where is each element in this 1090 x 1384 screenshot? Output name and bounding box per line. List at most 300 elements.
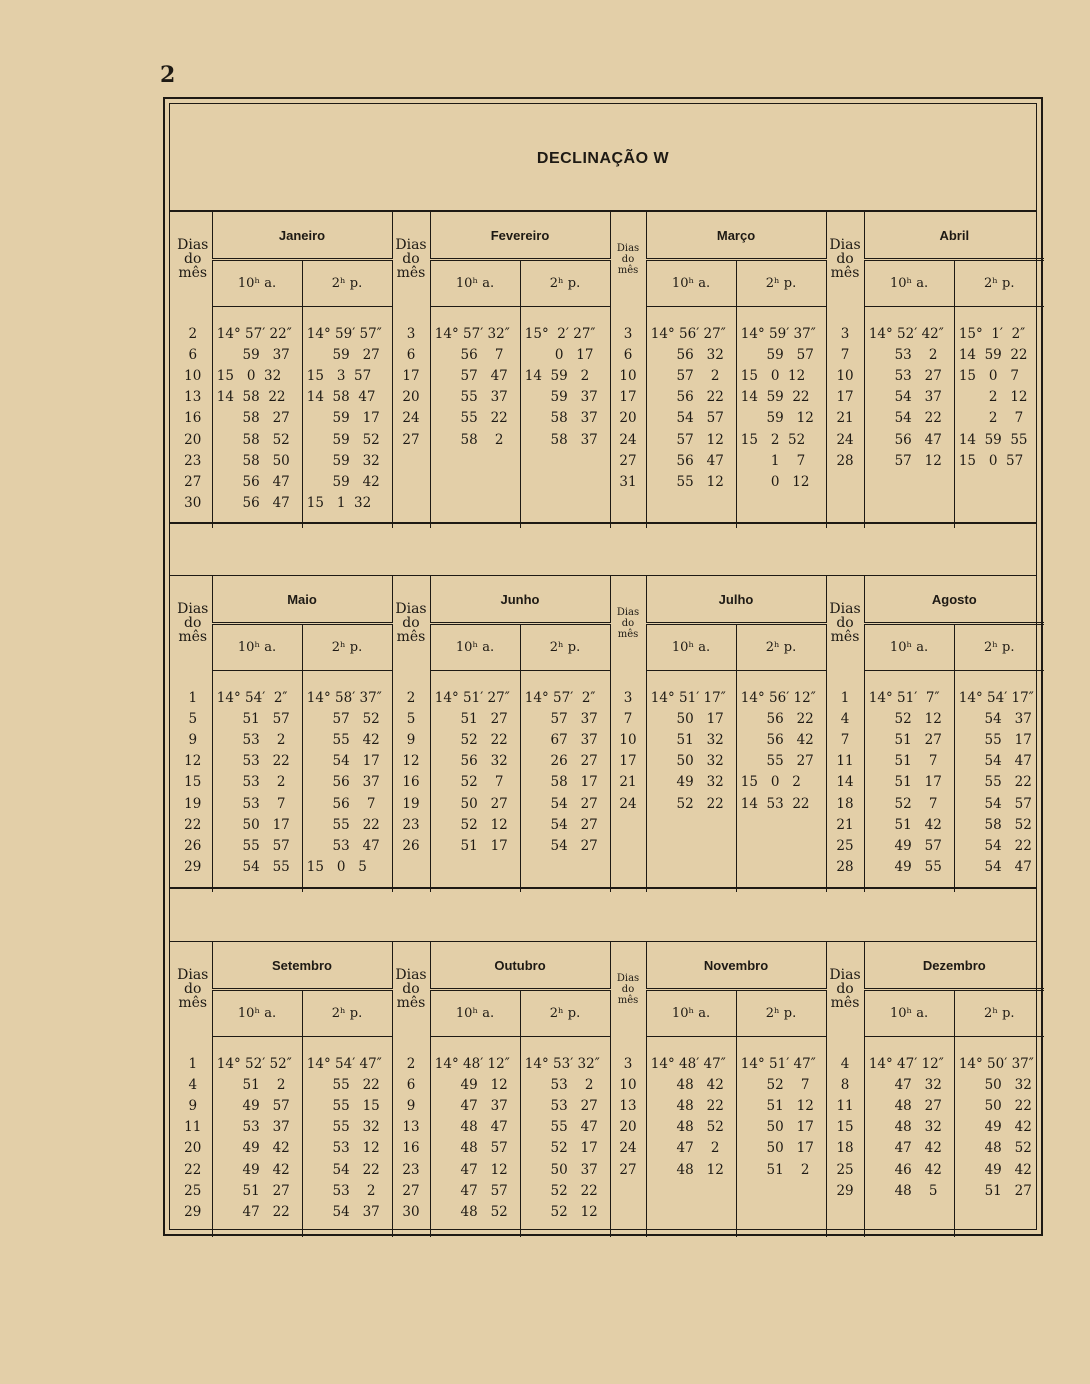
day-cell: 21	[826, 814, 864, 835]
pm-value: 59 17	[302, 410, 380, 427]
table-row	[174, 450, 1044, 471]
am-value: 52 12	[864, 708, 954, 729]
pm-value: 59 42	[302, 473, 380, 490]
day-cell: 17	[610, 387, 646, 408]
quarter-block-3	[174, 942, 1044, 1237]
am-value	[646, 857, 736, 878]
am-value: 56 47	[212, 493, 302, 514]
pm-value: 2 7	[954, 410, 1024, 427]
month-header: Dezembro	[864, 942, 1044, 990]
day-cell: 24	[826, 429, 864, 450]
pm-value: 54 47	[954, 753, 1032, 770]
am-header: 10ʰ a.	[430, 990, 520, 1037]
am-value: 54 55	[212, 857, 302, 878]
page-number: 2	[160, 62, 176, 88]
pm-value: 15 0 12	[736, 367, 806, 384]
day-cell	[610, 814, 646, 835]
am-value: 58 52	[212, 429, 302, 450]
pm-value: 26 27	[520, 753, 598, 770]
day-cell: 6	[392, 344, 430, 365]
subheader-row	[174, 624, 1044, 671]
pm-value: 0 12	[736, 473, 810, 490]
pm-value: 54 37	[302, 1203, 380, 1220]
pm-value: 15 0 5	[302, 859, 367, 876]
pm-value: 14° 54′ 47″	[302, 1055, 382, 1072]
pm-value: 14° 58′ 37″	[302, 689, 382, 706]
pm-value: 0 17	[520, 346, 594, 363]
pm-value: 55 15	[302, 1097, 380, 1114]
pm-value: 54 27	[520, 837, 598, 854]
pm-value: 55 42	[302, 731, 380, 748]
pm-value: 54 27	[520, 795, 598, 812]
am-value: 57 47	[430, 365, 520, 386]
am-value	[864, 471, 954, 492]
pm-value: 14 59 22	[954, 346, 1028, 363]
month-header: Maio	[212, 576, 392, 624]
header-row	[174, 212, 1044, 260]
pm-value: 51 12	[736, 1097, 814, 1114]
am-header: 10ʰ a.	[646, 990, 736, 1037]
am-header: 10ʰ a.	[864, 624, 954, 671]
pm-value: 59 37	[520, 389, 598, 406]
pm-value: 54 22	[954, 837, 1032, 854]
am-value: 56 22	[646, 387, 736, 408]
am-value: 52 12	[430, 814, 520, 835]
pm-value: 54 22	[302, 1161, 380, 1178]
day-cell: 16	[392, 772, 430, 793]
day-cell: 3	[610, 687, 646, 708]
month-header: Junho	[430, 576, 610, 624]
pm-value: 58 17	[520, 774, 598, 791]
am-value	[430, 493, 520, 514]
pm-value: 15 0 57	[954, 452, 1024, 469]
table-row	[174, 708, 1044, 729]
day-cell: 20	[610, 408, 646, 429]
pm-header: 2ʰ p.	[302, 260, 392, 307]
table-frame	[163, 97, 1043, 1236]
day-cell: 24	[610, 1138, 646, 1159]
day-cell: 20	[392, 387, 430, 408]
am-value: 55 12	[646, 471, 736, 492]
days-header: Dias do mês	[392, 942, 430, 1037]
am-value	[646, 835, 736, 856]
day-cell: 13	[174, 387, 212, 408]
am-value: 51 17	[430, 835, 520, 856]
pm-value: 15 0 7	[954, 367, 1019, 384]
day-cell: 2	[174, 323, 212, 344]
day-cell: 27	[174, 471, 212, 492]
day-cell	[392, 493, 430, 514]
table-row	[174, 1138, 1044, 1159]
table-row	[174, 408, 1044, 429]
day-cell: 3	[392, 323, 430, 344]
day-cell: 6	[610, 344, 646, 365]
pm-header: 2ʰ p.	[302, 624, 392, 671]
day-cell	[826, 471, 864, 492]
table-row	[174, 1159, 1044, 1180]
pm-value	[736, 493, 826, 514]
day-cell: 6	[174, 344, 212, 365]
pm-value: 55 22	[302, 816, 380, 833]
pm-value: 54 27	[520, 816, 598, 833]
pm-value: 55 47	[520, 1119, 598, 1136]
pm-value: 52 7	[736, 1076, 810, 1093]
pm-value	[520, 471, 610, 492]
am-value	[430, 471, 520, 492]
am-value: 55 57	[212, 835, 302, 856]
am-value: 53 2	[212, 729, 302, 750]
pm-value: 54 47	[954, 859, 1032, 876]
pm-value: 14° 57′ 2″	[520, 689, 596, 706]
pm-header: 2ʰ p.	[736, 624, 826, 671]
day-cell: 22	[174, 814, 212, 835]
pm-value: 53 2	[520, 1076, 594, 1093]
am-value: 57 2	[646, 365, 736, 386]
day-cell: 11	[826, 1095, 864, 1116]
pm-value: 52 12	[520, 1203, 598, 1220]
subheader-row	[174, 260, 1044, 307]
day-cell: 5	[174, 708, 212, 729]
table-title: DECLINAÇÃO W	[536, 150, 670, 167]
pm-value: 14 53 22	[736, 795, 810, 812]
spacer-row	[174, 671, 1044, 688]
day-cell: 4	[174, 1074, 212, 1095]
table-row	[174, 772, 1044, 793]
day-cell	[826, 1201, 864, 1222]
pm-value: 53 12	[302, 1140, 380, 1157]
day-cell: 27	[610, 450, 646, 471]
day-cell: 15	[826, 1117, 864, 1138]
pm-value: 50 22	[954, 1097, 1032, 1114]
am-value: 49 57	[864, 835, 954, 856]
pm-value: 14 59 2	[520, 367, 590, 384]
day-cell: 23	[392, 814, 430, 835]
am-value: 48 22	[646, 1095, 736, 1116]
pm-value: 56 37	[302, 774, 380, 791]
day-cell: 24	[610, 793, 646, 814]
declination-table	[174, 212, 1044, 528]
am-value: 55 22	[430, 408, 520, 429]
am-value: 51 7	[864, 751, 954, 772]
am-value: 49 57	[212, 1095, 302, 1116]
pm-value	[954, 493, 1044, 514]
am-value: 51 27	[212, 1180, 302, 1201]
am-value: 47 22	[212, 1201, 302, 1222]
pm-value: 56 22	[736, 710, 814, 727]
quarter-block-2	[174, 576, 1044, 892]
pm-value	[736, 814, 826, 835]
day-cell: 12	[392, 751, 430, 772]
day-cell	[610, 493, 646, 514]
pm-value	[520, 857, 610, 878]
day-cell	[610, 1201, 646, 1222]
day-cell	[826, 493, 864, 514]
day-cell: 10	[826, 365, 864, 386]
table-row	[174, 1201, 1044, 1222]
table-row	[174, 323, 1044, 344]
day-cell: 7	[610, 708, 646, 729]
pm-header: 2ʰ p.	[520, 260, 610, 307]
am-value: 53 37	[212, 1117, 302, 1138]
pm-value: 49 42	[954, 1161, 1032, 1178]
day-cell: 5	[392, 708, 430, 729]
am-value: 51 27	[430, 708, 520, 729]
day-cell: 11	[826, 751, 864, 772]
table-row	[174, 365, 1044, 386]
day-cell: 17	[392, 365, 430, 386]
day-cell: 9	[174, 1095, 212, 1116]
pm-header: 2ʰ p.	[520, 624, 610, 671]
am-value: 51 32	[646, 729, 736, 750]
am-value: 48 52	[430, 1201, 520, 1222]
am-header: 10ʰ a.	[212, 624, 302, 671]
declination-table	[174, 576, 1044, 892]
am-value: 49 42	[212, 1159, 302, 1180]
pm-value: 14 59 22	[736, 389, 810, 406]
am-value: 14° 56′ 27″	[646, 323, 736, 344]
pm-value: 55 17	[954, 731, 1032, 748]
day-cell: 3	[826, 323, 864, 344]
day-cell: 4	[826, 1053, 864, 1074]
day-cell: 9	[392, 729, 430, 750]
pm-value: 52 17	[520, 1140, 598, 1157]
day-cell: 18	[826, 793, 864, 814]
day-cell: 3	[610, 1053, 646, 1074]
am-value: 54 37	[864, 387, 954, 408]
pm-value: 15 0 2	[736, 774, 801, 791]
day-cell: 18	[826, 1138, 864, 1159]
pm-value: 50 32	[954, 1076, 1032, 1093]
day-cell: 16	[392, 1138, 430, 1159]
am-value: 53 2	[864, 344, 954, 365]
days-header: Dias do mês	[610, 942, 646, 1037]
table-row	[174, 814, 1044, 835]
am-value: 47 32	[864, 1074, 954, 1095]
pm-value: 55 32	[302, 1119, 380, 1136]
end-row	[174, 1223, 1044, 1237]
am-value: 48 12	[646, 1159, 736, 1180]
am-value: 50 32	[646, 751, 736, 772]
am-value: 50 17	[212, 814, 302, 835]
am-value: 54 57	[646, 408, 736, 429]
day-cell: 29	[174, 1201, 212, 1222]
am-value: 47 2	[646, 1138, 736, 1159]
pm-value: 2 12	[954, 389, 1028, 406]
am-value: 51 17	[864, 772, 954, 793]
am-value: 57 12	[864, 450, 954, 471]
table-row	[174, 1095, 1044, 1116]
day-cell: 22	[174, 1159, 212, 1180]
am-value: 51 42	[864, 814, 954, 835]
pm-value: 14° 59′ 37″	[736, 325, 816, 342]
am-value: 47 37	[430, 1095, 520, 1116]
am-value: 56 32	[430, 751, 520, 772]
am-value: 59 37	[212, 344, 302, 365]
day-cell	[392, 450, 430, 471]
table-frame-inner	[169, 103, 1037, 1230]
day-cell: 24	[610, 429, 646, 450]
table-row	[174, 387, 1044, 408]
pm-value: 14 59 55	[954, 431, 1028, 448]
pm-value: 50 37	[520, 1161, 598, 1178]
quarter-block-1	[174, 212, 1044, 528]
month-header: Julho	[646, 576, 826, 624]
pm-value: 50 17	[736, 1119, 814, 1136]
am-value: 49 42	[212, 1138, 302, 1159]
am-value	[864, 1201, 954, 1222]
day-cell: 10	[610, 729, 646, 750]
pm-value: 14° 53′ 32″	[520, 1055, 600, 1072]
am-value: 14° 57′ 22″	[212, 323, 302, 344]
day-cell: 23	[174, 450, 212, 471]
pm-value	[736, 1201, 826, 1222]
am-value: 14° 47′ 12″	[864, 1053, 954, 1074]
am-value: 14° 57′ 32″	[430, 323, 520, 344]
pm-value: 58 52	[954, 816, 1032, 833]
day-cell: 21	[610, 772, 646, 793]
pm-value	[954, 471, 1044, 492]
pm-header: 2ʰ p.	[954, 990, 1044, 1037]
day-cell: 28	[826, 450, 864, 471]
day-cell: 2	[392, 1053, 430, 1074]
day-cell: 14	[826, 772, 864, 793]
table-row	[174, 471, 1044, 492]
day-cell: 27	[610, 1159, 646, 1180]
days-header: Dias do mês	[174, 212, 212, 307]
am-header: 10ʰ a.	[864, 990, 954, 1037]
am-value: 48 52	[646, 1117, 736, 1138]
pm-value	[520, 493, 610, 514]
am-value: 51 57	[212, 708, 302, 729]
pm-value: 58 37	[520, 410, 598, 427]
am-header: 10ʰ a.	[864, 260, 954, 307]
pm-value: 58 37	[520, 431, 598, 448]
am-value: 56 47	[864, 429, 954, 450]
day-cell: 2	[392, 687, 430, 708]
am-value: 53 22	[212, 751, 302, 772]
table-row	[174, 687, 1044, 708]
am-header: 10ʰ a.	[430, 260, 520, 307]
am-value: 53 2	[212, 772, 302, 793]
am-value: 48 42	[646, 1074, 736, 1095]
pm-header: 2ʰ p.	[736, 990, 826, 1037]
pm-value: 51 27	[954, 1182, 1032, 1199]
pm-value: 59 12	[736, 410, 814, 427]
pm-value: 14° 56′ 12″	[736, 689, 816, 706]
day-cell	[610, 835, 646, 856]
day-cell: 13	[392, 1117, 430, 1138]
day-cell: 1	[826, 687, 864, 708]
day-cell: 26	[392, 835, 430, 856]
pm-value: 14° 54′ 17″	[954, 689, 1034, 706]
day-cell	[610, 1180, 646, 1201]
days-header: Dias do mês	[392, 212, 430, 307]
month-header: Outubro	[430, 942, 610, 990]
am-header: 10ʰ a.	[646, 624, 736, 671]
am-value: 47 12	[430, 1159, 520, 1180]
day-cell: 12	[174, 751, 212, 772]
pm-value	[954, 1201, 1044, 1222]
header-row	[174, 942, 1044, 990]
day-cell: 11	[174, 1117, 212, 1138]
day-cell: 17	[610, 751, 646, 772]
am-value	[430, 450, 520, 471]
pm-value: 55 27	[736, 753, 814, 770]
am-value: 14° 52′ 42″	[864, 323, 954, 344]
pm-value: 52 22	[520, 1182, 598, 1199]
am-value: 54 22	[864, 408, 954, 429]
day-cell: 25	[826, 835, 864, 856]
table-row	[174, 344, 1044, 365]
pm-value: 14° 59′ 57″	[302, 325, 382, 342]
am-value: 47 57	[430, 1180, 520, 1201]
pm-value: 50 17	[736, 1140, 814, 1157]
day-cell: 31	[610, 471, 646, 492]
days-header: Dias do mês	[826, 212, 864, 307]
day-cell: 16	[174, 408, 212, 429]
am-header: 10ʰ a.	[212, 260, 302, 307]
am-value: 58 50	[212, 450, 302, 471]
am-value: 14 58 22	[212, 387, 302, 408]
day-cell: 27	[392, 429, 430, 450]
table-row	[174, 793, 1044, 814]
pm-value: 51 2	[736, 1161, 810, 1178]
pm-value: 56 7	[302, 795, 376, 812]
pm-header: 2ʰ p.	[302, 990, 392, 1037]
am-value: 53 27	[864, 365, 954, 386]
pm-value: 59 27	[302, 346, 380, 363]
am-value: 48 27	[864, 1095, 954, 1116]
am-value: 51 27	[864, 729, 954, 750]
day-cell: 29	[174, 857, 212, 878]
pm-value: 1 7	[736, 452, 806, 469]
pm-value: 15 2 52	[736, 431, 806, 448]
am-value: 58 27	[212, 408, 302, 429]
days-header: Dias do mês	[610, 212, 646, 307]
am-value: 48 57	[430, 1138, 520, 1159]
pm-value: 14° 50′ 37″	[954, 1055, 1034, 1072]
am-header: 10ʰ a.	[646, 260, 736, 307]
am-value: 48 47	[430, 1117, 520, 1138]
spacer-row	[174, 1037, 1044, 1054]
am-value: 58 2	[430, 429, 520, 450]
day-cell: 30	[174, 493, 212, 514]
pm-header: 2ʰ p.	[520, 990, 610, 1037]
am-value: 14° 51′ 7″	[864, 687, 954, 708]
am-value: 52 22	[430, 729, 520, 750]
am-value: 50 27	[430, 793, 520, 814]
am-header: 10ʰ a.	[430, 624, 520, 671]
am-value: 46 42	[864, 1159, 954, 1180]
pm-value: 59 52	[302, 431, 380, 448]
day-cell: 19	[174, 793, 212, 814]
day-cell: 27	[392, 1180, 430, 1201]
block-separator	[170, 887, 1036, 889]
pm-value: 67 37	[520, 731, 598, 748]
pm-value: 57 52	[302, 710, 380, 727]
am-value: 14° 48′ 12″	[430, 1053, 520, 1074]
pm-value: 15° 2′ 27″	[520, 325, 596, 342]
pm-value: 54 37	[954, 710, 1032, 727]
month-header: Novembro	[646, 942, 826, 990]
pm-value: 56 42	[736, 731, 814, 748]
day-cell: 25	[826, 1159, 864, 1180]
am-value: 14° 51′ 17″	[646, 687, 736, 708]
am-value	[430, 857, 520, 878]
day-cell: 23	[392, 1159, 430, 1180]
day-cell: 15	[174, 772, 212, 793]
am-value	[646, 493, 736, 514]
